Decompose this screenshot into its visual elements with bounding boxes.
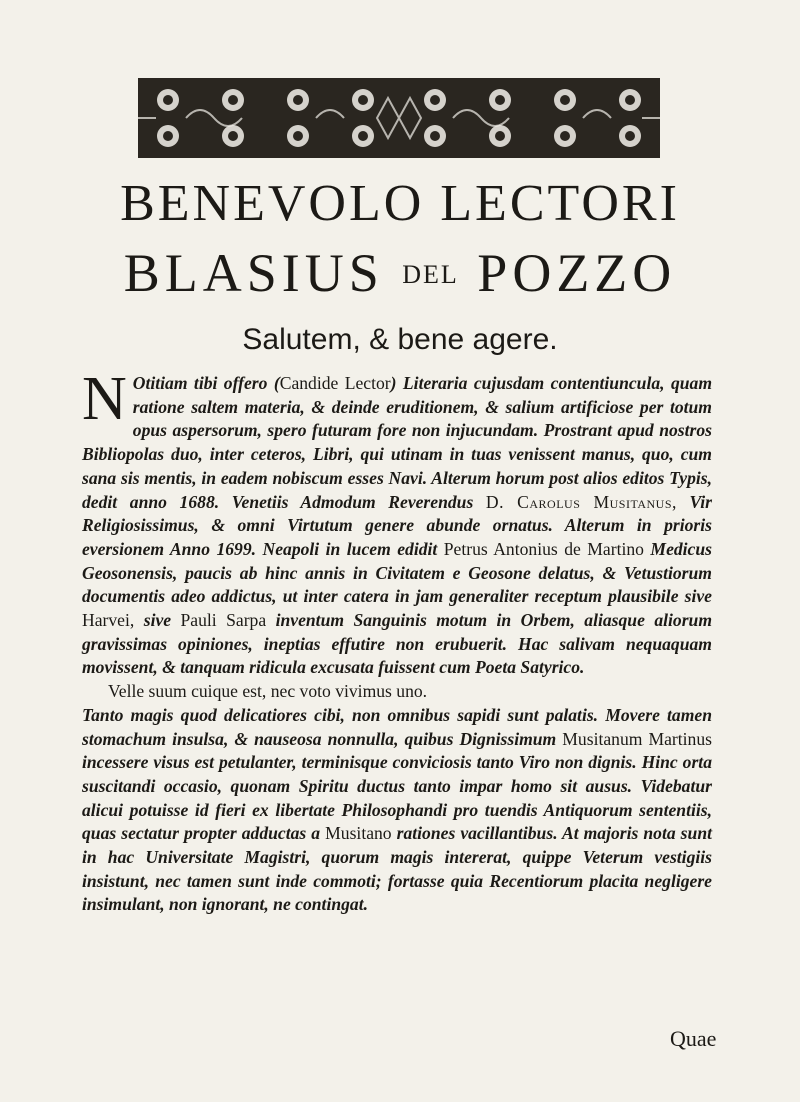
drop-cap: N bbox=[82, 365, 127, 433]
text-run: inventum Sanguinis motum in Orbem, aliasque aliorum gravissimas opiniones, ineptias effutire non erubuerit. Hac salivam nequaquam movissent, & tanquam ridicula excusata fuissent cum Poeta Satyrico. bbox=[82, 610, 713, 678]
verse-quote: Velle suum cuique est, nec voto vivimus uno. bbox=[108, 681, 428, 702]
name-sarpa: Pauli Sarpa bbox=[180, 610, 267, 631]
heading-author bbox=[0, 244, 800, 304]
text-run-roman: Candide Lector bbox=[279, 373, 391, 393]
body-text bbox=[82, 365, 713, 917]
text-run: Tanto magis quod delicatiores cibi, non omnibus sapidi sunt palatis. Movere tamen stomachum insulsa, & nauseosa nonnulla, quibus Dignissimum bbox=[82, 704, 712, 749]
text-run: Medicus Geosonensis, paucis ab hinc annis in Civitatem e Geosone delatus, & Vetustiorum documentis adeo addictus, ut inter catera in jam generaliter receptum plausibile sive bbox=[82, 538, 712, 607]
paragraph-1 bbox=[82, 365, 713, 680]
text-run: Vir Religiosissimus, & omni Virtutum genere abunde ornatus. Alterum in prioris eversionem Anno 1699. Neapoli in lucem edidit bbox=[82, 491, 713, 559]
paragraph-2 bbox=[82, 704, 712, 917]
text-run: ) Literaria cujusdam contentiuncula, quam ratione saltem materia, & deinde eruditionem, & salium artificiose per totum opus aspersorum, spero futuram fore non injucundam. Prostrant apud nostros Bibliopolas duo, inter ceteros, Libri, qui utinam in tuas venissent manus, quo, cum sana sis mentis, in eadem nobiscum esses Navi. Alterum horum post alios editos Typis, dedit anno 1688. Venetiis Admodum Reverendus bbox=[82, 373, 713, 512]
catchword: Quae bbox=[670, 1026, 717, 1051]
name-musitanum-martinus: Musitanum Martinus bbox=[562, 728, 712, 749]
name-de-martino: Petrus Antonius de Martino bbox=[443, 538, 644, 559]
text-run: Otitiam tibi offero ( bbox=[132, 373, 280, 393]
author-surname: POZZO bbox=[477, 243, 677, 303]
name-harvei: Harvei, bbox=[82, 610, 135, 631]
text-run: rationes vacillantibus. At majoris nota sunt in hac Universitate Magistri, quorum magis intererat, quippe Veterum vestigiis insistunt, nec tamen sunt inde commoti; fortasse quia Recentiorum placita negligere insimulant, non ignorant, ne contingat. bbox=[82, 823, 712, 915]
heading-salutation: Salutem, & bene agere. bbox=[242, 323, 558, 356]
author-first-name: BLASIUS bbox=[123, 243, 384, 303]
author-particle: DEL bbox=[402, 260, 459, 289]
text-run: incessere visus est petulanter, terminisque conviciosis tanto Viro non dignis. Hinc orta suscitandi occasio, quonam Spiritu ductus tanto impar homo sit ausus. Videbatur alicui potuisse id fieri ex libertate Philosophandi pro tuendis Antiquorum sententiis, quas sectatur propter adductas a bbox=[82, 752, 712, 844]
name-musitanus: D. Carolus Musitanus, bbox=[485, 491, 677, 512]
text-run: sive bbox=[143, 610, 172, 631]
ornamental-headpiece bbox=[138, 78, 660, 158]
heading-benevolo-lectori: BENEVOLO LECTORI bbox=[120, 175, 680, 232]
name-musitano: Musitano bbox=[325, 823, 392, 844]
